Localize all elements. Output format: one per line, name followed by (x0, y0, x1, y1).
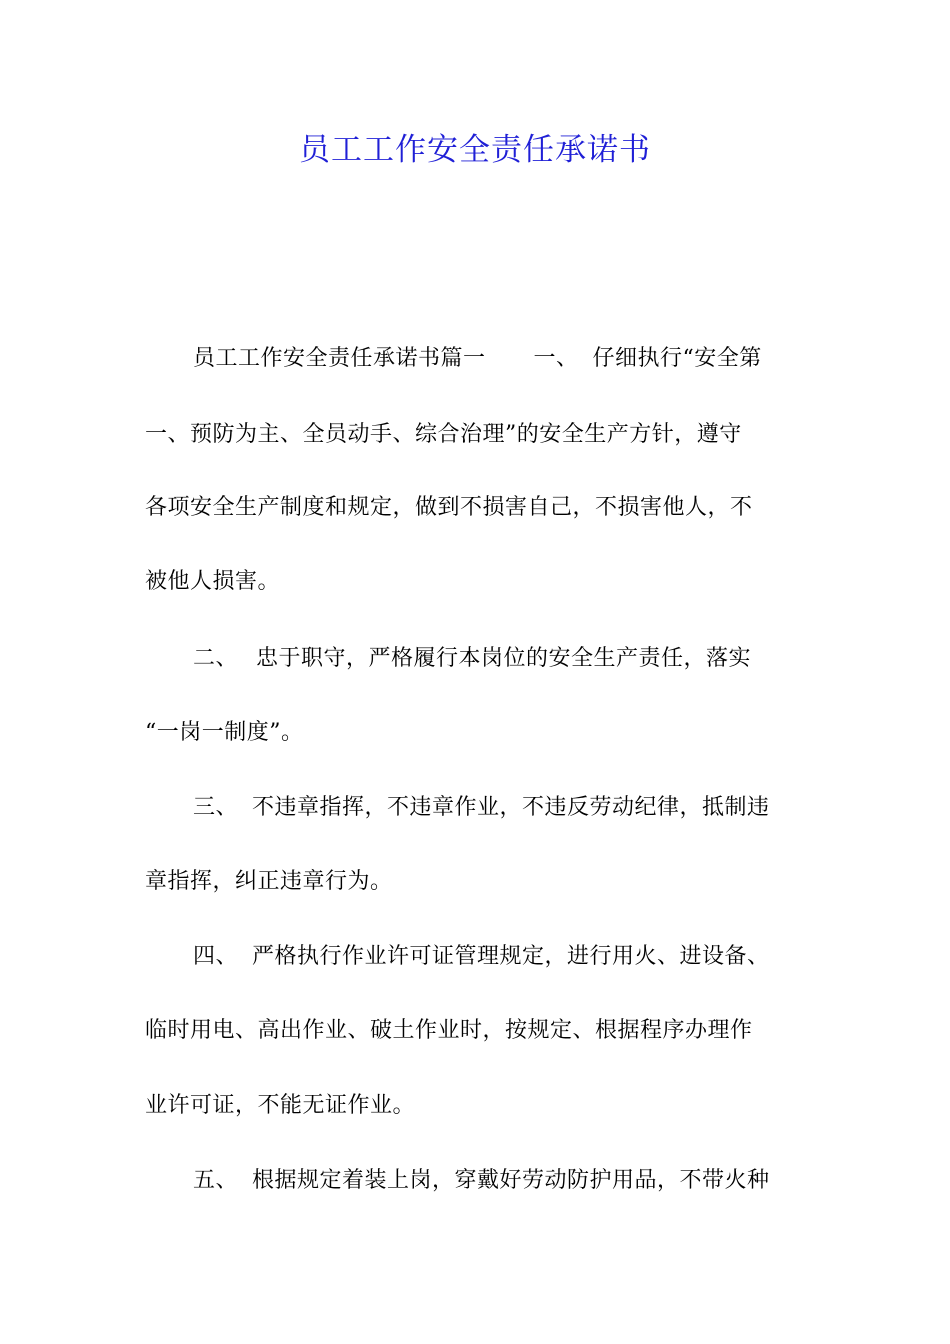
paragraph-line: 业许可证，不能无证作业。 (145, 1093, 416, 1118)
paragraph-line: 临时用电、高出作业、破土作业时，按规定、根据程序办理作 (145, 1018, 753, 1043)
document-title: 员工工作安全责任承诺书 (299, 132, 651, 168)
paragraph-line: 章指挥，纠正违章行为。 (145, 869, 393, 894)
clause-number: 二、 (193, 646, 239, 671)
paragraph-line (193, 1166, 770, 1196)
paragraph-line: 一、预防为主、全员动手、综合治理”的安全生产方针，遵守 (145, 422, 742, 447)
paragraph-line (193, 344, 762, 374)
paragraph-line: 各项安全生产制度和规定，做到不损害自己，不损害他人，不 (145, 495, 753, 520)
clause-text: 仔细执行“安全第 (592, 346, 762, 371)
paragraph-line (193, 793, 770, 823)
paragraph-line: 被他人损害。 (145, 569, 281, 594)
clause-text: 不违章指挥，不违章作业，不违反劳动纪律，抵制违 (252, 795, 770, 820)
clause-number: 一、 (533, 346, 579, 371)
clause-number: 四、 (193, 944, 239, 969)
section-heading: 员工工作安全责任承诺书篇一 (193, 346, 486, 371)
paragraph-line (193, 644, 751, 674)
clause-number: 三、 (193, 795, 239, 820)
paragraph-line: “一岗一制度”。 (145, 720, 304, 745)
clause-text: 忠于职守，严格履行本岗位的安全生产责任，落实 (256, 646, 752, 671)
clause-text: 根据规定着装上岗，穿戴好劳动防护用品，不带火种 (252, 1168, 770, 1193)
clause-number: 五、 (193, 1168, 239, 1193)
clause-text: 严格执行作业许可证管理规定，进行用火、进设备、 (252, 944, 770, 969)
paragraph-line (193, 942, 770, 972)
